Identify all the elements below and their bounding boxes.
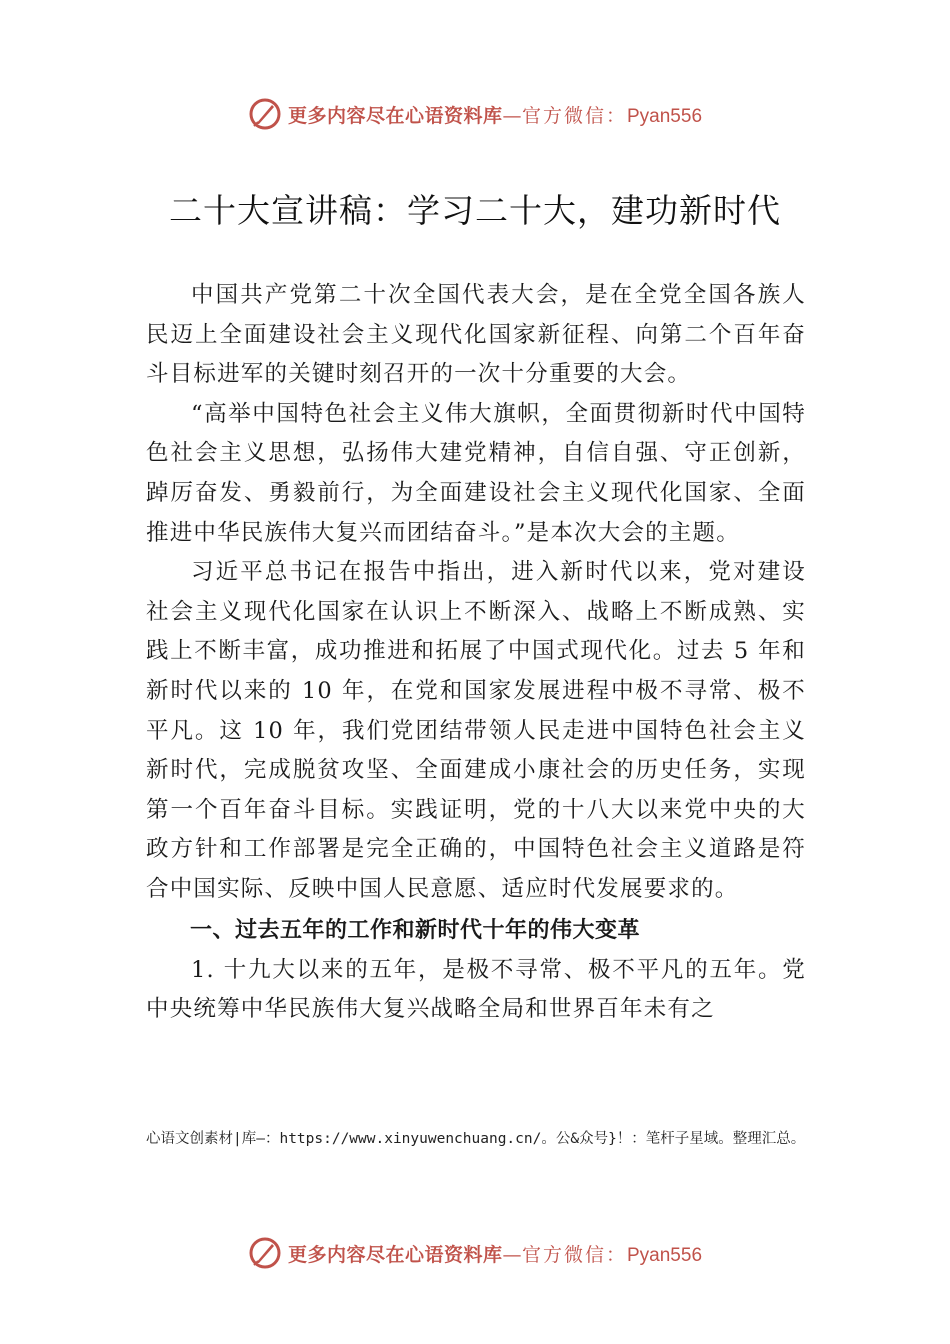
banner-wechat-label: 官方微信：: [521, 104, 627, 127]
header-banner: [0, 94, 950, 134]
banner-separator: —: [502, 1243, 522, 1266]
banner-text: [288, 101, 702, 128]
footnote: 心语文创素材|库—：https://www.xinyuwenchuang.cn/。公&众号}！：笔杆子星域。整理汇总。: [146, 1131, 806, 1147]
banner-text: [288, 1240, 702, 1267]
document-body: [146, 276, 806, 1030]
document-title: 二十大宣讲稿：学习二十大，建功新时代: [169, 191, 781, 230]
quill-pen-logo-icon: [248, 1236, 282, 1270]
banner-wechat-id: Pyan556: [627, 1244, 703, 1266]
paragraph: “高举中国特色社会主义伟大旗帜，全面贯彻新时代中国特色社会主义思想，弘扬伟大建党精神，自信自强、守正创新，踔厉奋发、勇毅前行，为全面建设社会主义现代化国家、全面推进中华民族伟大复兴而团结奋斗。”是本次大会的主题。: [146, 400, 806, 546]
section-paragraph: 1. 十九大以来的五年，是极不寻常、极不平凡的五年。党中央统筹中华民族伟大复兴战略全局和世界百年未有之: [146, 956, 806, 1023]
quill-pen-logo-icon: [248, 97, 282, 131]
footer-banner: [0, 1233, 950, 1273]
banner-brand: 更多内容尽在心语资料库: [287, 104, 503, 127]
banner-brand: 更多内容尽在心语资料库: [287, 1243, 503, 1266]
paragraph: 中国共产党第二十次全国代表大会，是在全党全国各族人民迈上全面建设社会主义现代化国家新征程、向第二个百年奋斗目标进军的关键时刻召开的一次十分重要的大会。: [146, 282, 806, 388]
banner-wechat-label: 官方微信：: [521, 1243, 627, 1266]
banner-separator: —: [502, 104, 522, 127]
section-heading: 一、过去五年的工作和新时代十年的伟大变革: [190, 917, 641, 943]
banner-wechat-id: Pyan556: [627, 105, 703, 127]
paragraph: 习近平总书记在报告中指出，进入新时代以来，党对建设社会主义现代化国家在认识上不断深入、战略上不断成熟、实践上不断丰富，成功推进和拓展了中国式现代化。过去 5 年和新时代以来的 10 年，在党和国家发展进程中极不寻常、极不平凡。这 10 年，我们党团结带领人民走进中国特色社会主义新时代，完成脱贫攻坚、全面建成小康社会的历史任务，实现第一个百年奋斗目标。实践证明，党的十八大以来党中央的大政方针和工作部署是完全正确的，中国特色社会主义道路是符合中国实际、反映中国人民意愿、适应时代发展要求的。: [146, 559, 806, 902]
